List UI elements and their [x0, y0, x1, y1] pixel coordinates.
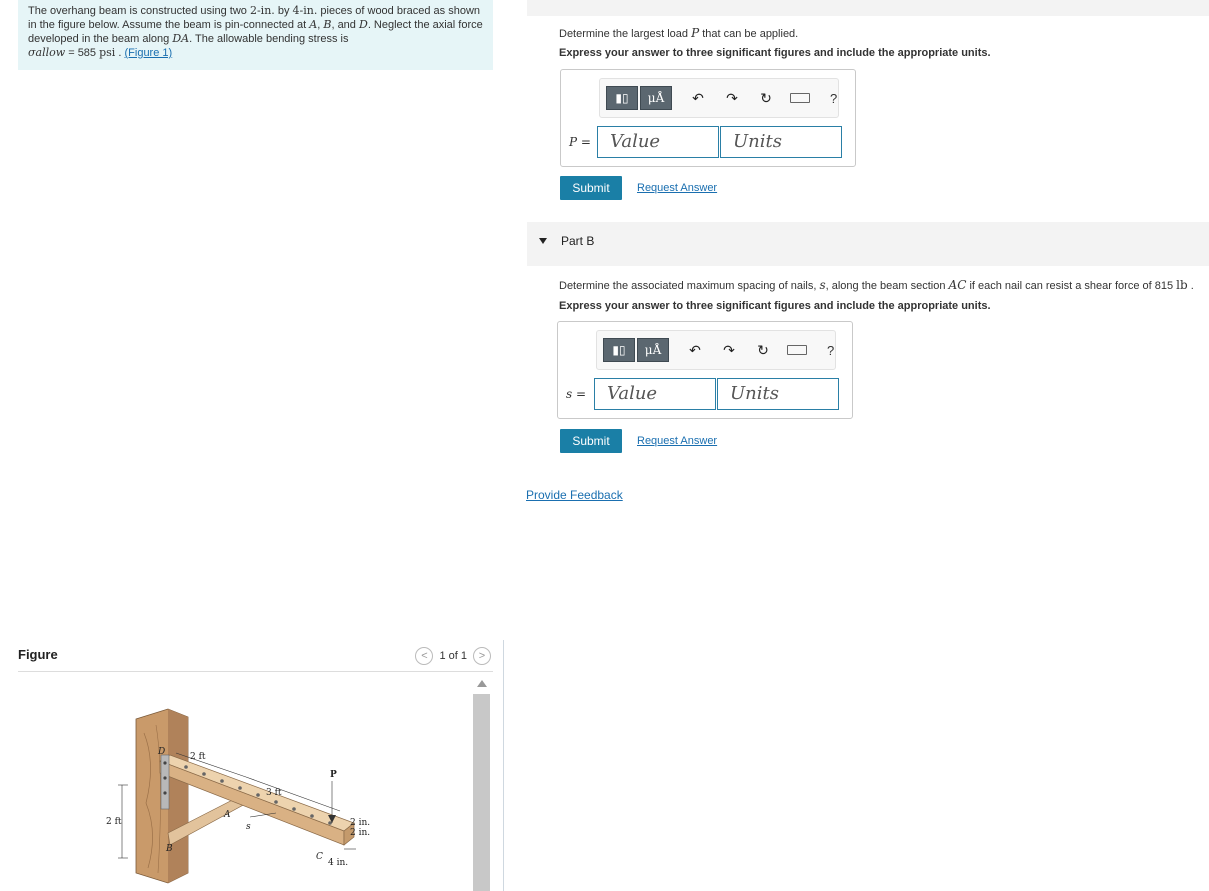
part-a-request-answer-link[interactable]: Request Answer [637, 182, 718, 194]
s-units-input[interactable]: Units [717, 378, 839, 410]
undo-icon[interactable]: ↶ [689, 341, 701, 358]
svg-text:2 in.: 2 in. [350, 828, 371, 838]
reset-icon[interactable]: ↻ [760, 89, 772, 106]
part-b-header[interactable] [527, 222, 1209, 266]
next-figure-button[interactable]: > [473, 647, 491, 665]
templates-icon[interactable]: ▮▯ [603, 338, 635, 362]
sigma-allow-symbol: σallow [28, 46, 66, 59]
part-a-toolbar [599, 78, 839, 118]
part-a-question: Determine the largest load P that can be applied. [559, 26, 799, 40]
p-variable-label: P = [569, 135, 591, 149]
pager-count: 1 of 1 [439, 650, 467, 662]
part-a-answer-box [560, 69, 856, 167]
units-mu-button[interactable]: μÅ [637, 338, 669, 362]
svg-text:B: B [166, 844, 173, 854]
p-value-input[interactable]: Value [597, 126, 719, 158]
p-units-input[interactable]: Units [720, 126, 842, 158]
part-b-title: Part B [561, 234, 595, 248]
figure-link[interactable]: (Figure 1) [124, 47, 173, 59]
part-b-submit-button[interactable]: Submit [560, 429, 622, 453]
keyboard-icon[interactable] [790, 93, 810, 103]
svg-text:D: D [158, 747, 166, 757]
scroll-up-icon[interactable] [477, 680, 487, 687]
part-b-request-answer-link[interactable]: Request Answer [637, 435, 718, 447]
part-b-toolbar [596, 330, 836, 370]
part-a-input-row [569, 126, 842, 158]
keyboard-icon[interactable] [787, 345, 807, 355]
svg-text:P: P [330, 770, 337, 780]
help-icon[interactable]: ? [830, 90, 838, 106]
figure-image [18, 673, 493, 891]
part-b-question: Determine the associated maximum spacing of nails, s, along the beam section AC if each nail can resist a shear force of 815 lb . [559, 278, 1194, 292]
svg-text:C: C [316, 852, 323, 862]
figure-header [18, 644, 493, 672]
svg-text:A: A [224, 810, 231, 820]
svg-text:2 ft: 2 ft [106, 817, 122, 827]
svg-text:s: s [246, 822, 251, 832]
svg-text:3 ft: 3 ft [266, 788, 282, 798]
provide-feedback-link[interactable]: Provide Feedback [526, 488, 623, 502]
templates-icon[interactable]: ▮▯ [606, 86, 638, 110]
beam-diagram [18, 673, 493, 891]
prev-figure-button[interactable]: < [415, 647, 433, 665]
part-b-input-row [566, 378, 839, 410]
reset-icon[interactable]: ↻ [757, 341, 769, 358]
undo-icon[interactable]: ↶ [692, 89, 704, 106]
part-b-instruction: Express your answer to three significant figures and include the appropriate units. [559, 300, 991, 312]
collapse-caret-icon[interactable] [539, 238, 547, 244]
part-a-submit-button[interactable]: Submit [560, 176, 622, 200]
help-icon[interactable]: ? [827, 342, 835, 358]
svg-text:2 in.: 2 in. [350, 818, 371, 828]
part-a-instruction: Express your answer to three significant figures and include the appropriate units. [559, 47, 991, 59]
figure-scrollbar[interactable] [473, 676, 490, 891]
s-value-input[interactable]: Value [594, 378, 716, 410]
redo-icon[interactable]: ↷ [723, 341, 735, 358]
units-mu-button[interactable]: μÅ [640, 86, 672, 110]
figure-pager [415, 647, 491, 665]
part-b-answer-box [557, 321, 853, 419]
redo-icon[interactable]: ↷ [726, 89, 738, 106]
scroll-thumb[interactable] [473, 694, 490, 891]
column-divider [503, 640, 504, 891]
svg-text:2 ft: 2 ft [190, 752, 206, 762]
problem-statement: The overhang beam is constructed using two 2-in. by 4-in. pieces of wood braced as shown in the figure below. Assume the beam is pin-connected at A, B, and D. Neglect the axial force developed in the beam along DA. The allowable bending stress is σallow = 585 psi . (Figure 1) [18, 0, 493, 70]
s-variable-label: s = [566, 387, 587, 401]
svg-text:4 in.: 4 in. [328, 858, 349, 868]
figure-title: Figure [18, 647, 58, 662]
part-a-header [527, 0, 1209, 16]
